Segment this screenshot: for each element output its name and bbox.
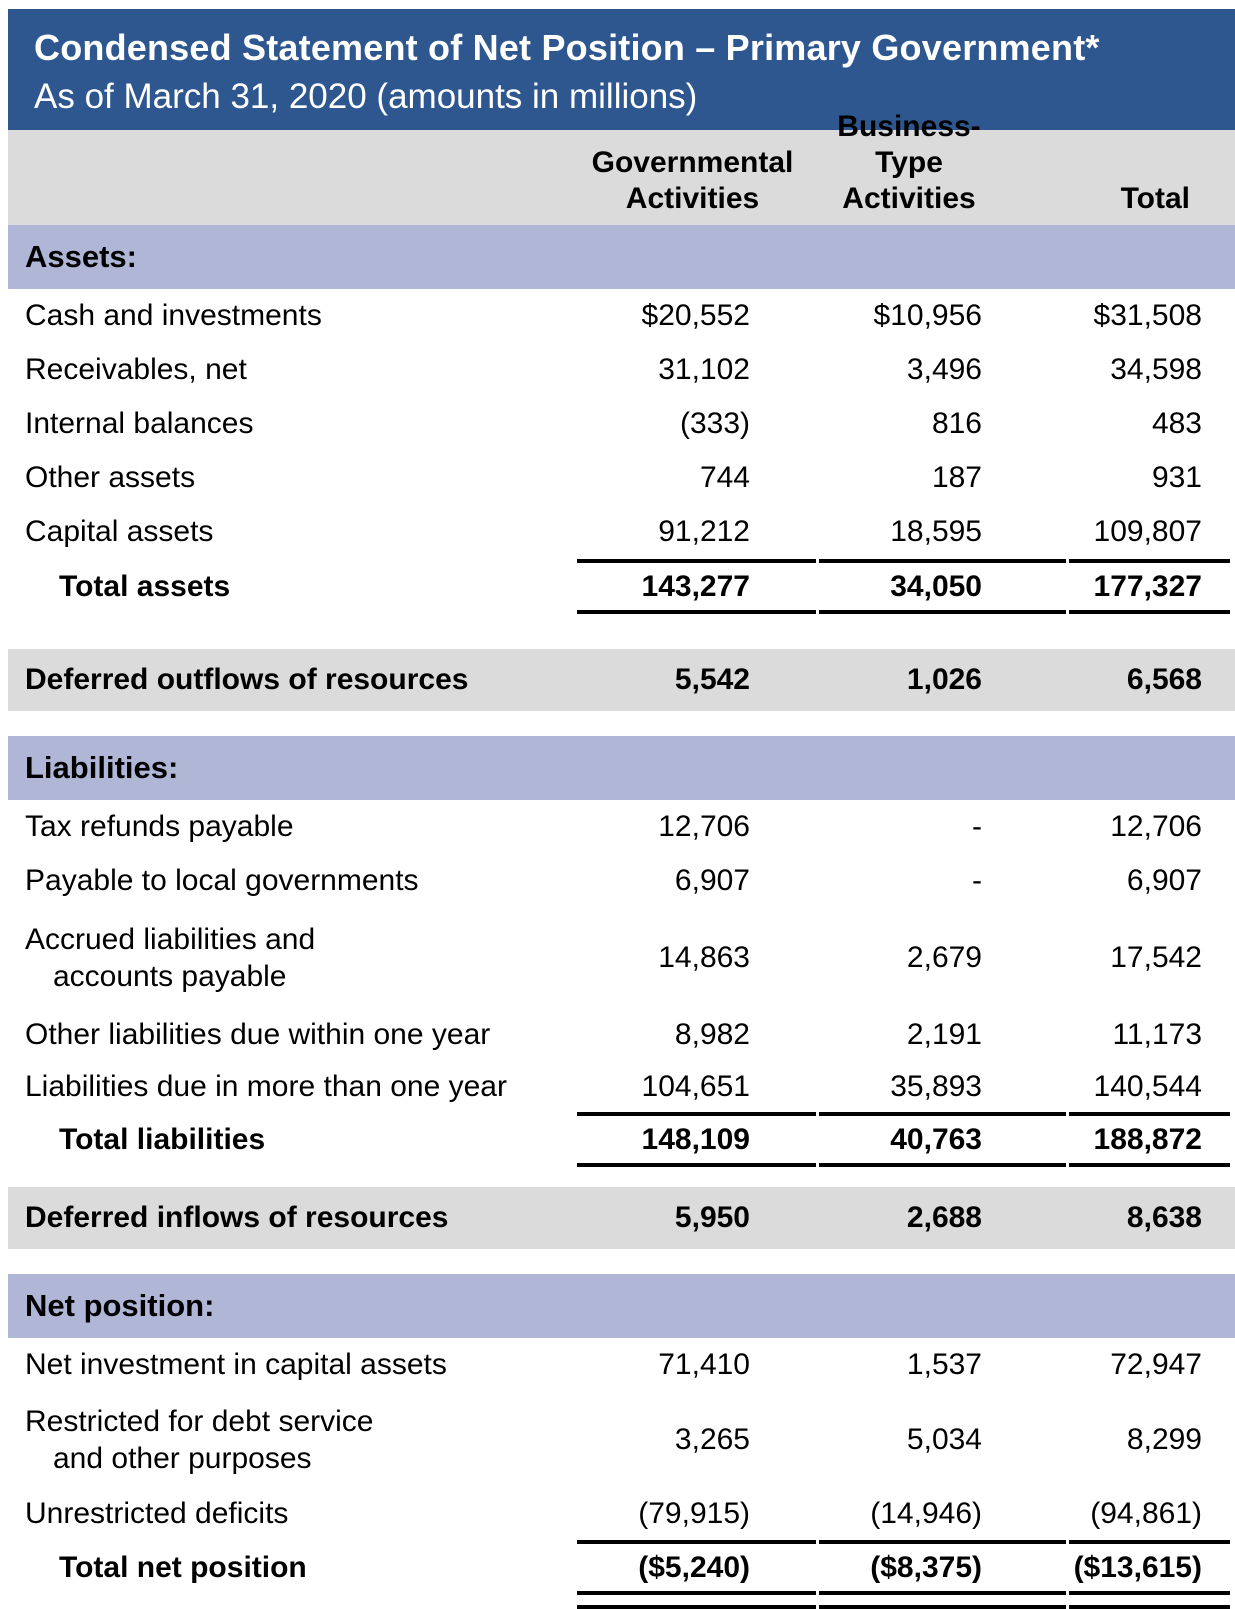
cell-governmental: $20,552 <box>641 299 750 332</box>
cell-governmental: 143,277 <box>641 569 750 603</box>
cell-total: 6,907 <box>1126 864 1202 897</box>
rule-above-total-net-position <box>8 1540 1235 1544</box>
row-label: Tax refunds payable <box>25 810 294 843</box>
row-label: Receivables, net <box>25 353 247 386</box>
cell-business-type: 2,679 <box>906 941 982 974</box>
table-row-cash-and-investments <box>8 289 1235 343</box>
cell-governmental: 91,212 <box>658 515 750 548</box>
cell-business-type: ($8,375) <box>870 1550 982 1584</box>
column-header-governmental <box>569 145 816 217</box>
cell-governmental: 5,950 <box>674 1201 750 1234</box>
cell-total: 177,327 <box>1093 569 1202 603</box>
cell-business-type: 5,034 <box>906 1423 982 1456</box>
row-label: Net investment in capital assets <box>25 1348 447 1381</box>
row-label: Cash and investments <box>25 299 322 332</box>
table-row-tax-refunds-payable <box>8 800 1235 854</box>
row-label <box>8 921 569 995</box>
cell-total: $31,508 <box>1093 299 1202 332</box>
column-header-governmental-line2: Activities <box>625 182 760 215</box>
row-label: Deferred outflows of resources <box>25 663 469 696</box>
page-title: Condensed Statement of Net Position – Primary Government* <box>34 27 1100 68</box>
table-row-total-net-position <box>8 1544 1235 1591</box>
rule-below-total-liabilities <box>8 1163 1235 1167</box>
table-row-deferred-inflows <box>8 1187 1235 1249</box>
page-subtitle: As of March 31, 2020 (amounts in millions) <box>34 77 698 116</box>
column-header-business-type <box>816 109 1066 217</box>
cell-governmental: 148,109 <box>641 1122 750 1156</box>
cell-business-type: 187 <box>931 461 982 494</box>
row-label: Liabilities due in more than one year <box>25 1070 507 1103</box>
cell-business-type: 40,763 <box>890 1122 982 1156</box>
cell-total: ($13,615) <box>1073 1550 1202 1584</box>
cell-governmental: 8,982 <box>674 1018 750 1051</box>
row-label: Unrestricted deficits <box>25 1497 289 1530</box>
table-row-internal-balances <box>8 397 1235 451</box>
column-header-row <box>8 110 1235 225</box>
column-header-governmental-line1: Governmental <box>591 146 794 179</box>
row-label: Other liabilities due within one year <box>25 1018 491 1051</box>
cell-governmental: 104,651 <box>641 1070 750 1103</box>
cell-business-type: 35,893 <box>890 1070 982 1103</box>
cell-business-type: - <box>972 810 982 843</box>
cell-business-type: 34,050 <box>890 569 982 603</box>
cell-business-type: 1,537 <box>906 1348 982 1381</box>
row-label: Total liabilities <box>59 1122 266 1156</box>
cell-business-type: (14,946) <box>870 1497 982 1530</box>
row-label: Payable to local governments <box>25 864 419 897</box>
cell-total: 140,544 <box>1093 1070 1202 1103</box>
table-row-other-assets <box>8 451 1235 505</box>
section-heading-assets <box>8 225 1235 289</box>
table-row-total-assets <box>8 563 1235 610</box>
cell-business-type: 3,496 <box>906 353 982 386</box>
table-row-capital-assets <box>8 505 1235 559</box>
column-header-total: Total <box>1120 182 1190 215</box>
statement-page <box>8 9 1235 1609</box>
table-row-restricted-debt-service <box>8 1392 1235 1488</box>
rule-below-total-assets <box>8 610 1235 614</box>
row-label: Other assets <box>25 461 196 494</box>
cell-total: 12,706 <box>1110 810 1202 843</box>
row-label: Total net position <box>59 1550 307 1584</box>
rule-above-total-liabilities <box>8 1112 1235 1116</box>
cell-governmental: 744 <box>699 461 750 494</box>
cell-business-type: 18,595 <box>890 515 982 548</box>
cell-total: 109,807 <box>1093 515 1202 548</box>
section-heading-net-position <box>8 1274 1235 1338</box>
table-row-other-liabilities-one-year <box>8 1008 1235 1062</box>
section-heading-label: Assets: <box>25 239 137 274</box>
table-row-liabilities-more-than-one-year <box>8 1062 1235 1112</box>
cell-total: 11,173 <box>1112 1018 1202 1051</box>
section-heading-label: Net position: <box>25 1288 215 1323</box>
cell-business-type: 816 <box>931 407 982 440</box>
cell-governmental: 31,102 <box>658 353 750 386</box>
cell-governmental: 5,542 <box>674 663 750 696</box>
cell-business-type: 2,688 <box>906 1201 982 1234</box>
row-label-line2: and other purposes <box>53 1442 312 1475</box>
cell-business-type: - <box>972 864 982 897</box>
row-label: Total assets <box>59 569 231 603</box>
row-label: Deferred inflows of resources <box>25 1201 449 1234</box>
row-label: Capital assets <box>25 515 214 548</box>
row-label: Internal balances <box>25 407 254 440</box>
section-heading-liabilities <box>8 736 1235 800</box>
cell-total: 17,542 <box>1110 941 1202 974</box>
cell-total: 72,947 <box>1110 1348 1202 1381</box>
table-row-receivables-net <box>8 343 1235 397</box>
table-row-net-investment-capital-assets <box>8 1338 1235 1392</box>
cell-governmental: (79,915) <box>638 1497 750 1530</box>
section-heading-label: Liabilities: <box>25 750 179 785</box>
row-label <box>8 1403 569 1477</box>
cell-total: (94,861) <box>1090 1497 1202 1530</box>
row-label-line1: Restricted for debt service <box>25 1405 374 1438</box>
table-row-accrued-liabilities <box>8 908 1235 1008</box>
cell-total: 931 <box>1151 461 1202 494</box>
cell-business-type: $10,956 <box>873 299 982 332</box>
cell-governmental: 12,706 <box>658 810 750 843</box>
cell-total: 8,299 <box>1126 1423 1202 1456</box>
cell-total: 8,638 <box>1126 1201 1202 1234</box>
table-row-deferred-outflows <box>8 649 1235 711</box>
rule-below-total-net-position-2 <box>8 1605 1235 1609</box>
row-label-line1: Accrued liabilities and <box>25 923 316 956</box>
cell-business-type: 2,191 <box>906 1018 982 1051</box>
table-row-unrestricted-deficits <box>8 1488 1235 1540</box>
cell-governmental: 6,907 <box>674 864 750 897</box>
cell-total: 34,598 <box>1110 353 1202 386</box>
cell-total: 188,872 <box>1093 1122 1202 1156</box>
table-row-payable-to-local-governments <box>8 854 1235 908</box>
column-header-business-type-line2: Activities <box>842 182 976 215</box>
column-header-business-type-line1: Business-Type <box>837 110 981 179</box>
cell-governmental: 3,265 <box>674 1423 750 1456</box>
cell-total: 483 <box>1151 407 1202 440</box>
cell-governmental: 71,410 <box>658 1348 750 1381</box>
rule-above-total-assets <box>8 559 1235 563</box>
cell-governmental: (333) <box>679 407 750 440</box>
row-label-line2: accounts payable <box>53 960 287 993</box>
cell-governmental: ($5,240) <box>638 1550 750 1584</box>
cell-governmental: 14,863 <box>658 941 750 974</box>
cell-business-type: 1,026 <box>906 663 982 696</box>
table-row-total-liabilities <box>8 1116 1235 1163</box>
cell-total: 6,568 <box>1126 663 1202 696</box>
